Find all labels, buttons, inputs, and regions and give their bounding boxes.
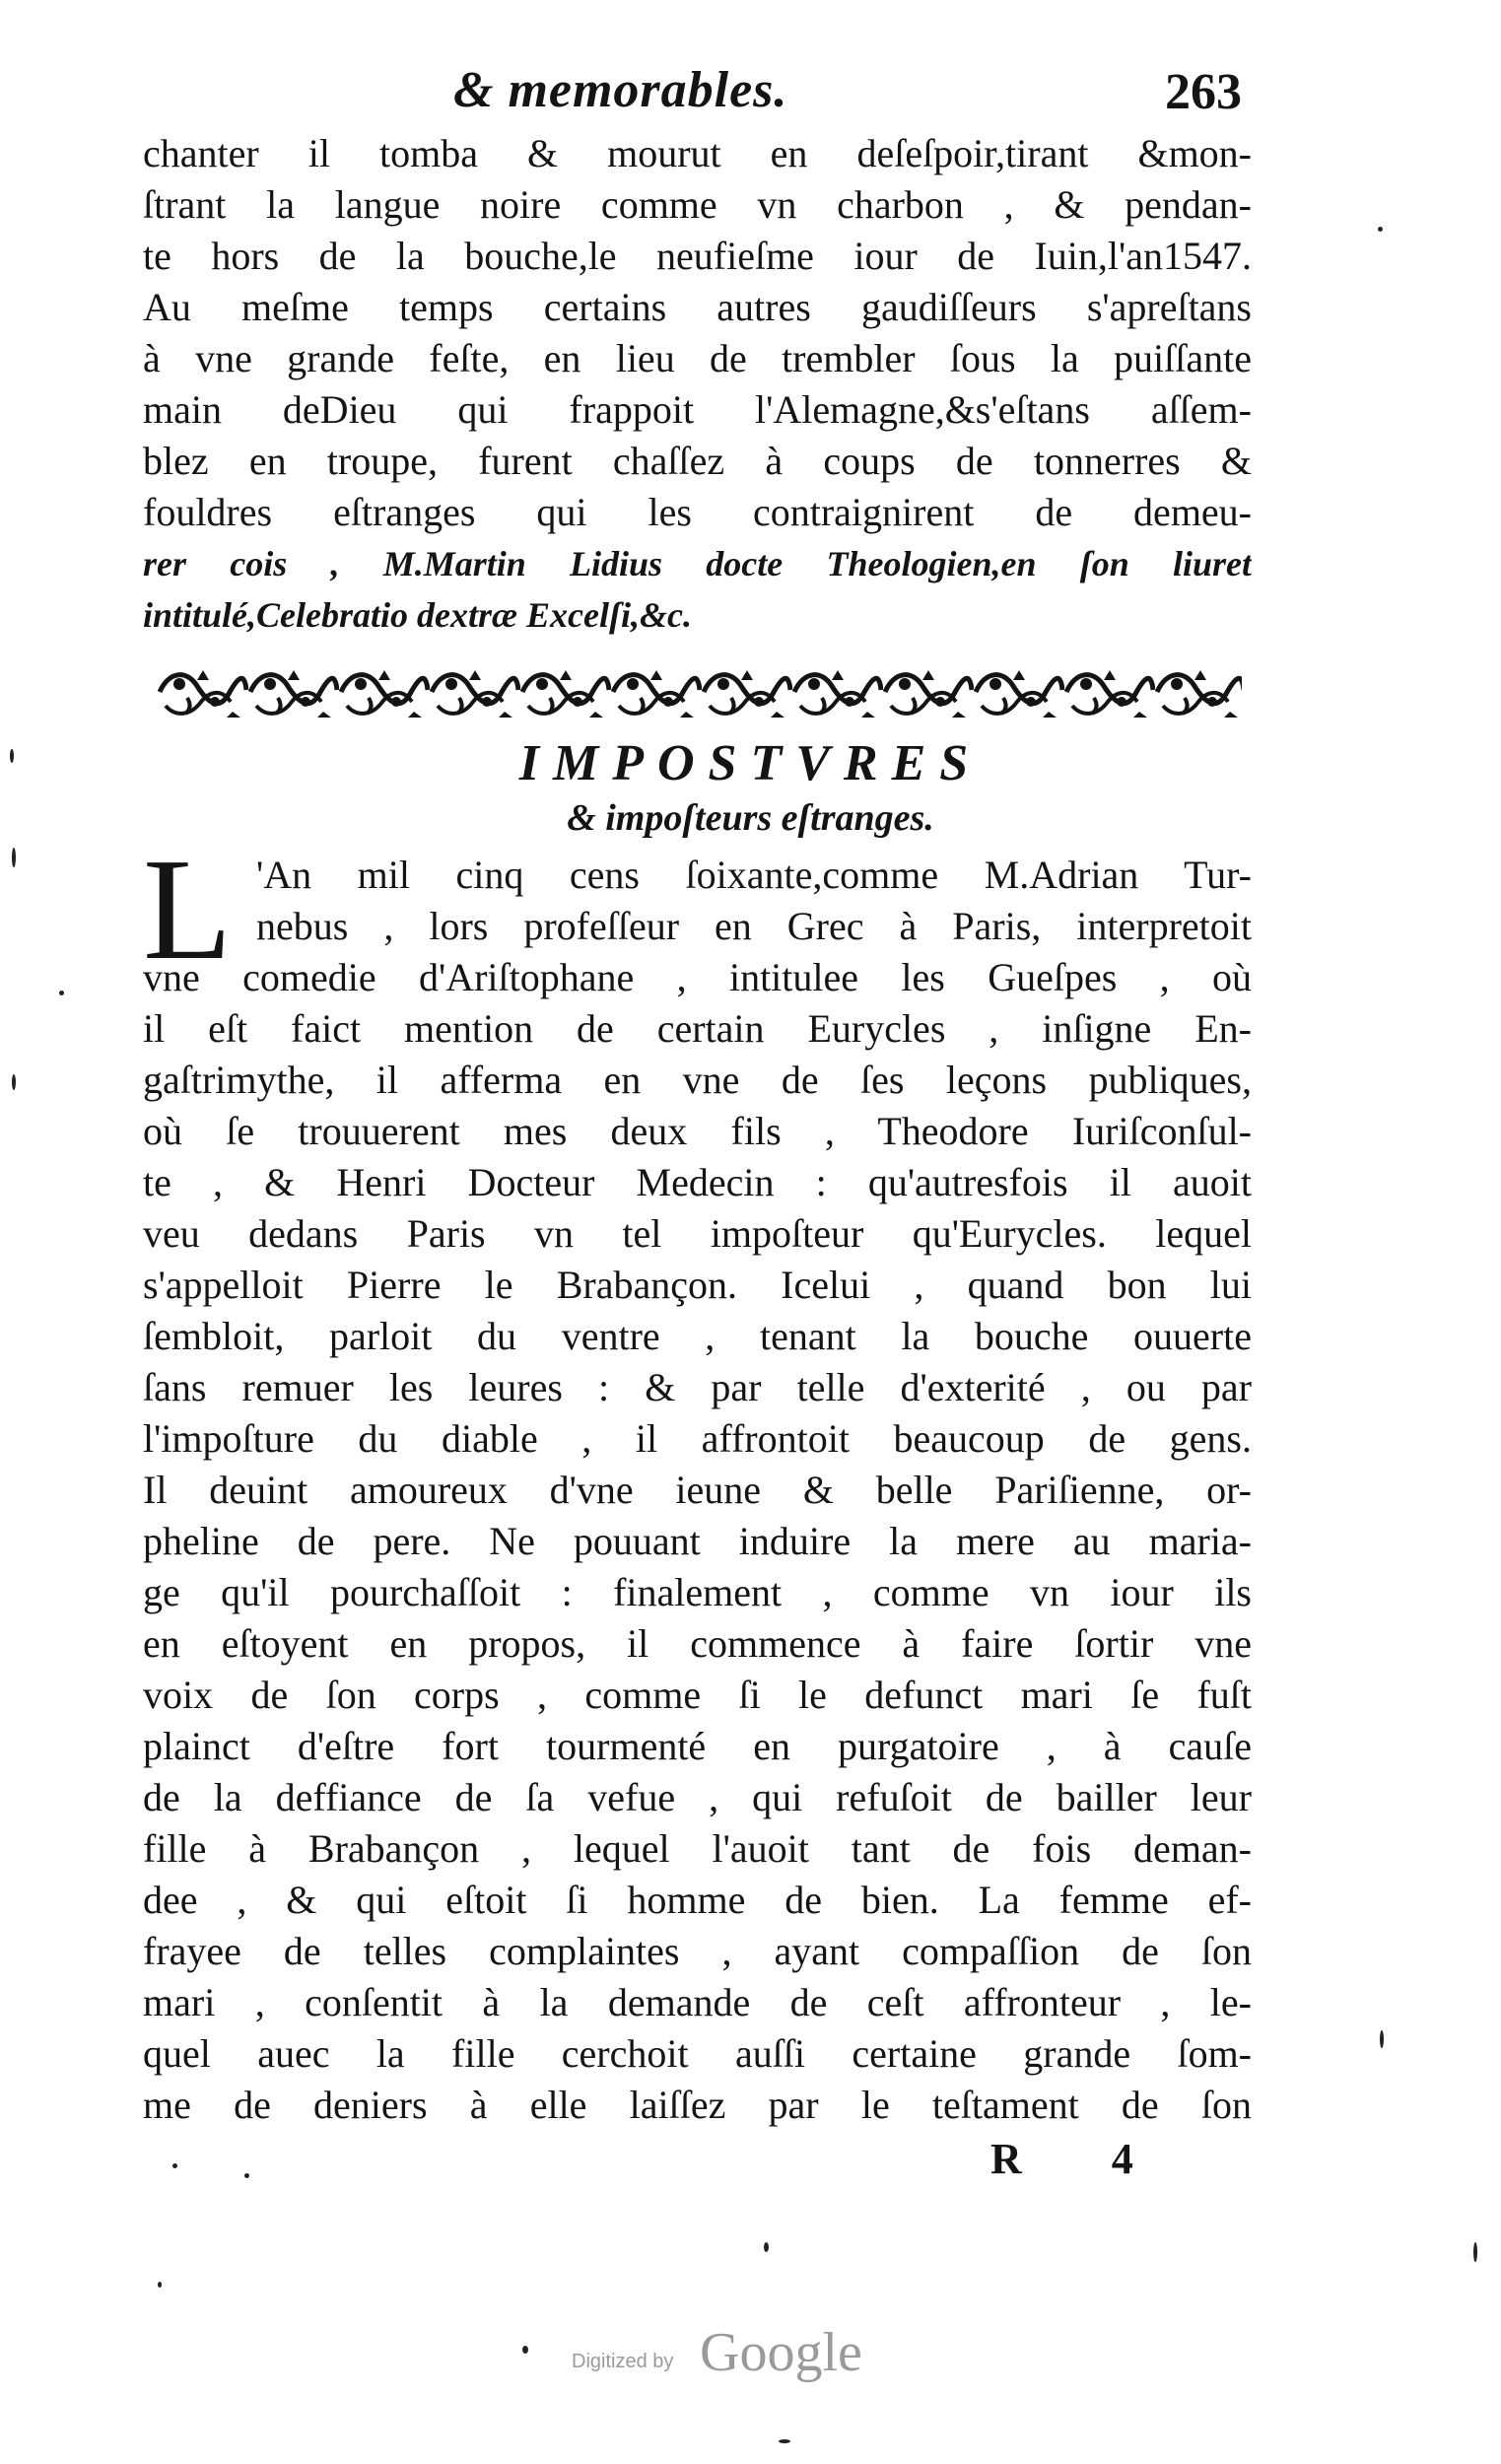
text-line: te , & Henri Docteur Medecin : qu'autresfois il auoit (143, 1160, 1252, 1204)
text-line: à vne grande feſte, en lieu de trembler ſous la puiſſante (143, 336, 1252, 380)
section-heading: IMPOSTVRES (518, 735, 983, 791)
text-line-citation: rer cois , M.Martin Lidius docte Theologien,en ſon liuret (143, 544, 1252, 583)
text-line: main deDieu qui frappoit l'Alemagne,&s'eſtans aſſem- (143, 387, 1252, 432)
scan-speck (12, 848, 16, 867)
scan-speck (1378, 227, 1383, 232)
text-line: fouldres eſtranges qui les contraignirent de demeu- (143, 490, 1252, 534)
text-line: mari , conſentit à la demande de ceſt affronteur , le- (143, 1980, 1252, 2024)
text-line: Au meſme temps certains autres gaudiſſeurs s'apreſtans (143, 285, 1252, 329)
text-line: de la deffiance de ſa vefue , qui refuſoit de bailler leur (143, 1775, 1252, 1819)
running-title: & memorables. (453, 62, 788, 118)
text-line: te hors de la bouche,le neufieſme iour de Iuin,l'an1547. (143, 234, 1252, 278)
scan-speck (12, 1074, 16, 1090)
text-line: ſtrant la langue noire comme vn charbon , & pendan- (143, 182, 1252, 227)
text-line: ge qu'il pourchaſſoit : finalement , comme vn iour ils (143, 1570, 1252, 1614)
ornamental-band (158, 662, 1242, 721)
scan-speck (244, 2173, 249, 2178)
text-line: vne comedie d'Ariſtophane , intitulee les Gueſpes , où (143, 955, 1252, 999)
text-line: gaſtrimythe, il afferma en vne de ſes leçons publiques, (143, 1058, 1252, 1102)
text-line: plainct d'eſtre fort tourmenté en purgatoire , à cauſe (143, 1724, 1252, 1768)
scan-speck (1380, 2030, 1384, 2048)
text-line: dee , & qui eſtoit ſi homme de bien. La femme ef- (143, 1878, 1252, 1922)
top-paragraph (143, 128, 1252, 641)
text-line: s'appelloit Pierre le Brabançon. Icelui , quand bon lui (143, 1263, 1252, 1307)
text-line: 'An mil cinq cens ſoixante,comme M.Adrian Tur- (256, 853, 1252, 897)
main-paragraph (143, 850, 1252, 2131)
signature-mark: R 4 (990, 2135, 1173, 2183)
watermark-logo: Google (700, 2322, 862, 2383)
text-line: voix de ſon corps , comme ſi le defunct mari ſe fuſt (143, 1673, 1252, 1717)
scan-speck (59, 991, 64, 995)
text-line: l'impoſture du diable , il affrontoit beaucoup de gens. (143, 1416, 1252, 1461)
drop-capital: L (143, 829, 233, 991)
scan-speck (764, 2242, 769, 2252)
text-line: nebus , lors profeſſeur en Grec à Paris, interpretoit (256, 904, 1252, 948)
page-number: 263 (1165, 64, 1242, 120)
scan-speck (1473, 2242, 1477, 2262)
watermark-prefix: Digitized by (572, 2351, 674, 2372)
text-line: chanter il tomba & mourut en deſeſpoir,tirant &mon- (143, 131, 1252, 175)
section-subheading: & impoſteurs eſtranges. (567, 797, 934, 839)
text-line-citation: intitulé,Celebratio dextræ Excelſi,&c. (143, 595, 692, 635)
scan-speck (522, 2346, 528, 2354)
text-line: me de deniers à elle laiſſez par le teſtament de ſon (143, 2083, 1252, 2127)
scan-speck (172, 2163, 177, 2168)
text-line: quel auec la fille cerchoit auſſi certaine grande ſom- (143, 2031, 1252, 2076)
text-line: pheline de pere. Ne pouuant induire la mere au maria- (143, 1519, 1252, 1563)
scan-speck (158, 2282, 162, 2288)
digitization-watermark (572, 2321, 966, 2390)
text-line: où ſe trouuerent mes deux fils , Theodore Iuriſconſul- (143, 1109, 1252, 1153)
text-line: Il deuint amoureux d'vne ieune & belle Pariſienne, or- (143, 1468, 1252, 1512)
text-line: veu dedans Paris vn tel impoſteur qu'Eurycles. lequel (143, 1211, 1252, 1256)
text-line: ſans remuer les leures : & par telle d'exterité , ou par (143, 1365, 1252, 1409)
text-line: ſembloit, parloit du ventre , tenant la bouche ouuerte (143, 1314, 1252, 1358)
text-line: frayee de telles complaintes , ayant compaſſion de ſon (143, 1929, 1252, 1973)
text-line: fille à Brabançon , lequel l'auoit tant de fois deman- (143, 1826, 1252, 1871)
text-line: blez en troupe, furent chaſſez à coups de tonnerres & (143, 439, 1252, 483)
scan-speck (779, 2439, 790, 2443)
text-line: il eſt faict mention de certain Eurycles , inſigne En- (143, 1006, 1252, 1051)
running-head (453, 61, 1242, 130)
scan-speck (10, 749, 14, 763)
text-line: en eſtoyent en propos, il commence à faire ſortir vne (143, 1621, 1252, 1666)
